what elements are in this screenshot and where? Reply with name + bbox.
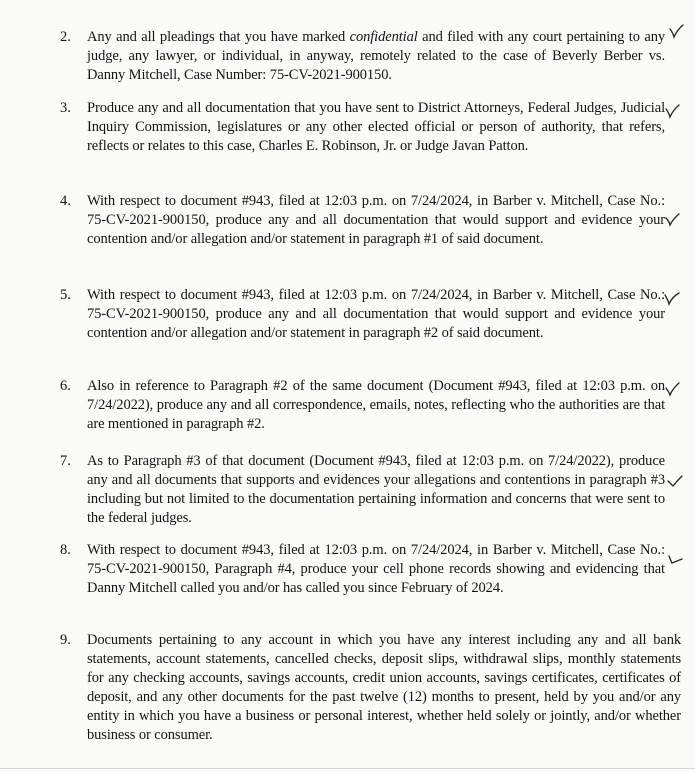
check-mark-icon: [666, 552, 684, 568]
item-text: As to Paragraph #3 of that document (Document #943, filed at 12:03 p.m. on 7/24/2022), produce any and all documents that supports and evidences your allegations and contentions in paragraph #3 including but not limited to the documentation pertaining information and concerns that were sent to the federal judges.: [87, 453, 665, 526]
check-mark-icon: [664, 212, 682, 228]
emphasis-confidential: confidential: [349, 29, 418, 45]
item-text: Produce any and all documentation that you have sent to District Attorneys, Federal Judges, Judicial Inquiry Commission, legislatures or any other elected official or person of authority, that refers, reflects or relates to this case, Charles E. Robinson, Jr. or Judge Javan Patton.: [87, 100, 665, 154]
item-text: Also in reference to Paragraph #2 of the same document (Document #943, filed at 12:03 p.m. on 7/24/2022), produce any and all correspondence, emails, notes, reflecting who the authorities are that are mentioned in paragraph #2.: [87, 378, 665, 432]
item-text: Documents pertaining to any account in which you have any interest including any and all bank statements, account statements, cancelled checks, deposit slips, withdrawal slips, monthly statements for any checking accounts, savings accounts, credit union accounts, savings certificates, certificates of deposit, and any other documents for the past twelve (12) months to present, held by you and/or any entity in which you have a business or personal interest, whether held solely or jointly, and/or whether business or consumer.: [87, 632, 681, 743]
item-number: 8.: [60, 542, 71, 558]
check-mark-icon: [663, 291, 681, 307]
item-number: 6.: [60, 378, 71, 394]
item-text: With respect to document #943, filed at 12:03 p.m. on 7/24/2024, in Barber v. Mitchell, Case No.: 75-CV-2021-900150, produce any and all documentation that would support and evidence your contention and/or allegation and/or statement in paragraph #2 of said document.: [87, 287, 665, 341]
item-number: 9.: [60, 632, 71, 648]
check-mark-icon: [664, 382, 682, 398]
item-text: Any and all pleadings that you have marked confidential and filed with any court pertaining to any judge, any lawyer, or individual, in anyway, remotely related to the case of Beverly Berber vs. Danny Mitchell, Case Number: 75-CV-2021-900150.: [87, 29, 665, 83]
item-number: 3.: [60, 100, 71, 116]
item-number: 4.: [60, 193, 71, 209]
check-mark-icon: [666, 473, 684, 489]
item-text: With respect to document #943, filed at 12:03 p.m. on 7/24/2024, in Barber v. Mitchell, Case No.: 75-CV-2021-900150, produce any and all documentation that would support and evidence your contention and/or allegation and/or statement in paragraph #1 of said document.: [87, 193, 665, 247]
item-number: 2.: [60, 29, 71, 45]
page-edge-divider: [0, 768, 695, 769]
check-mark-icon: [664, 104, 682, 120]
item-number: 5.: [60, 287, 71, 303]
item-text: With respect to document #943, filed at 12:03 p.m. on 7/24/2024, in Barber v. Mitchell, Case No.: 75-CV-2021-900150, Paragraph #4, produce your cell phone records showing and evidencing that Danny Mitchell called you and/or has called you since February of 2024.: [87, 542, 665, 596]
item-number: 7.: [60, 453, 71, 469]
check-mark-icon: [668, 24, 686, 40]
